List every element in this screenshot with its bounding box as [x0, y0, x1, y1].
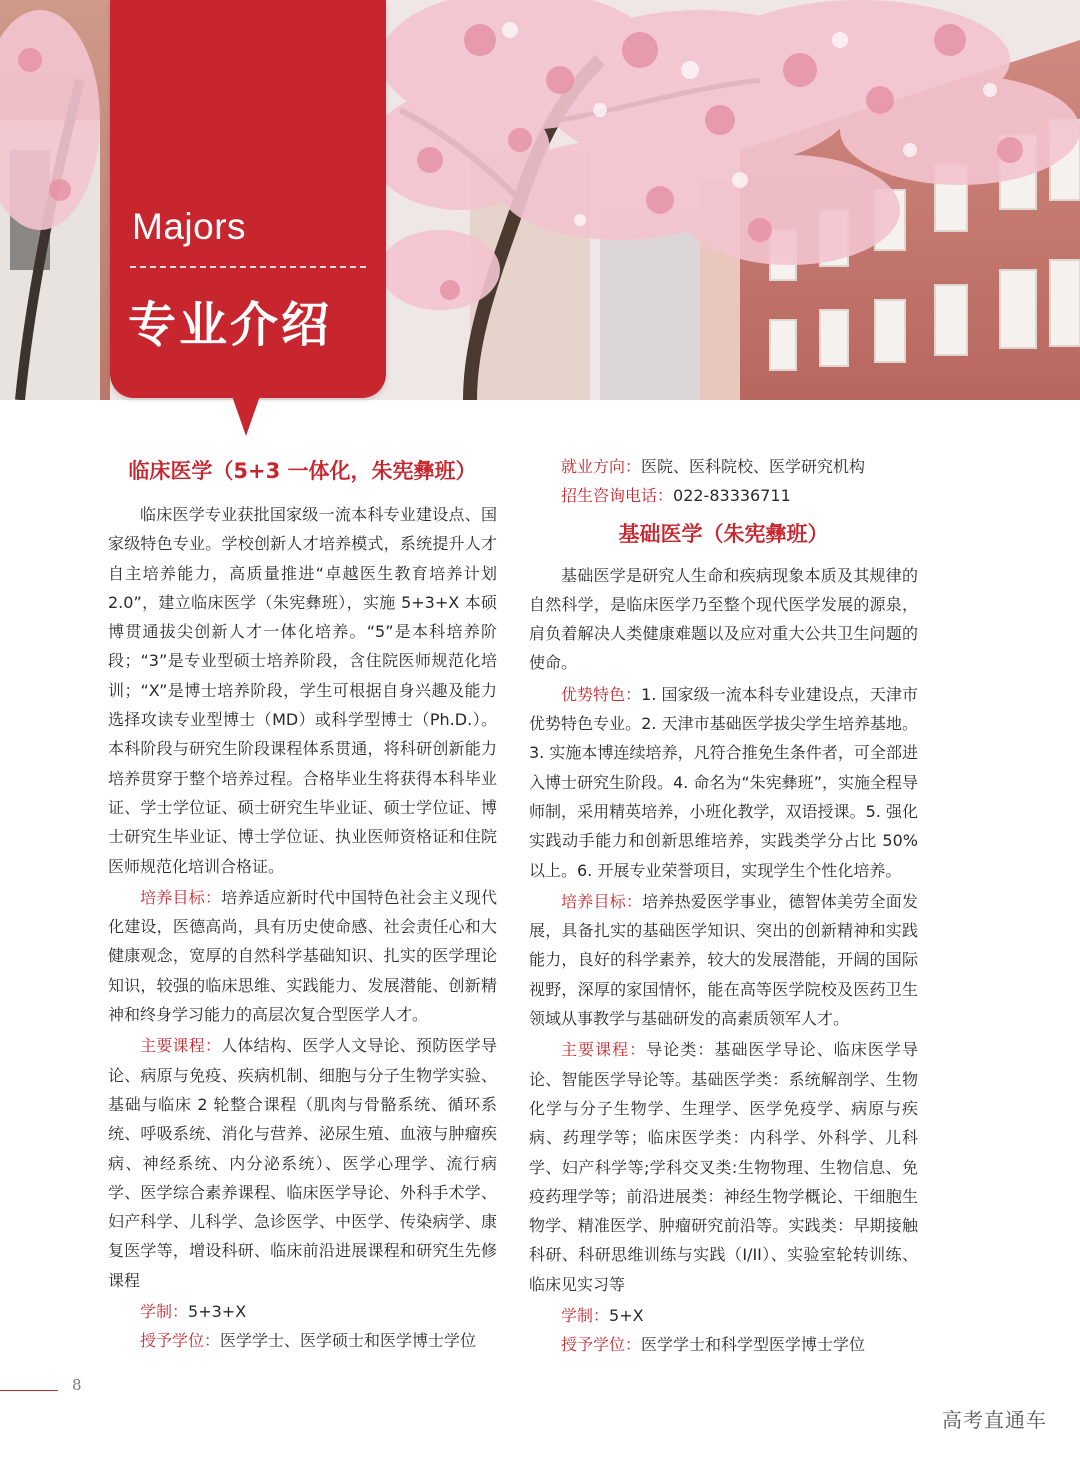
- career-text: 医院、医科院校、医学研究机构: [641, 457, 866, 476]
- clinical-courses-label: 主要课程：: [140, 1036, 222, 1056]
- clinical-medicine-title: 临床医学（5+3 一体化，朱宪彝班）: [128, 459, 477, 483]
- clinical-phone: [529, 481, 918, 510]
- basic-goal-label: 培养目标：: [561, 891, 643, 911]
- basic-duration: [529, 1301, 918, 1330]
- basic-feature-text: 1. 国家级一流本科专业建设点，天津市优势特色专业。2. 天津市基础医学拔尖学生培养基地。3. 实施本博连续培养，凡符合推免生条件者，可全部进入博士研究生阶段。4. 命名为“朱宪彝班”，实施全程导师制，采用精英培养，小班化教学，双语授课。5. 强化实践动手能力和创新思维培养，实践类学分占比 50% 以上。6. 开展专业荣誉项目，实现学生个性化培养。: [529, 684, 918, 880]
- title-divider: [130, 266, 366, 268]
- basic-courses-text: 导论类：基础医学导论、临床医学导论、智能医学导论等。基础医学类：系统解剖学、生物化学与分子生物学、生理学、医学免疫学、病原与疾病、药理学等；临床医学类：内科学、外科学、儿科学、妇产科学等;学科交叉类:生物物理、生物信息、免疫药理学等；前沿进展类：神经生物学概论、干细胞生物学、精准医学、肿瘤研究前沿等。实践类：早期接触科研、科研思维训练与实践（I/II）、实验室轮转训练、临床见实习等: [529, 1040, 918, 1294]
- clinical-courses-text: 人体结构、医学人文导论、预防医学导论、病原与免疫、疾病机制、细胞与分子生物学实验、基础与临床 2 轮整合课程（肌肉与骨骼系统、循环系统、呼吸系统、消化与营养、泌尿生殖、血液与肿瘤疾病、神经系统、内分泌系统）、医学心理学、流行病学、医学综合素养课程、临床医学导论、外科手术学、妇产科学、儿科学、急诊医学、中医学、传染病学、康复医学等，增设科研、临床前沿进展课程和研究生先修课程: [108, 1036, 497, 1290]
- clinical-goal-label: 培养目标：: [140, 887, 222, 907]
- clinical-degree-label: 授予学位：: [140, 1331, 221, 1351]
- basic-duration-text: 5+X: [609, 1306, 644, 1326]
- title-pointer-arrow: [232, 396, 260, 436]
- title-english: Majors: [132, 206, 247, 247]
- section-title-block: [110, 0, 386, 398]
- clinical-intro: 临床医学专业获批国家级一流本科专业建设点、国家级特色专业。学校创新人才培养模式，系统提升人才自主培养能力，高质量推进“卓越医生教育培养计划 2.0”，建立临床医学（朱宪彝班），实施 5+3+X 本硕博贯通拔尖创新人才一体化培养。“5”是本科培养阶段；“3”是专业型硕士培养阶段，含住院医师规范化培训；“X”是博士培养阶段，学生可根据自身兴趣及能力选择攻读专业型博士（MD）或科学型博士（Ph.D.）。本科阶段与研究生阶段课程体系贯通，将科研创新能力培养贯穿于整个培养过程。合格毕业生将获得本科毕业证、学士学位证、硕士研究生毕业证、硕士学位证、博士研究生毕业证、博士学位证、执业医师资格证和住院医师规范化培训合格证。: [108, 505, 497, 876]
- career-label: 就业方向：: [561, 457, 642, 476]
- clinical-goal: [108, 883, 497, 1029]
- left-column: [108, 500, 497, 1356]
- basic-goal-text: 培养热爱医学事业，德智体美劳全面发展，具备扎实的基础医学知识、突出的创新精神和实践能力，良好的科学素养，较大的发展潜能，开阔的国际视野，深厚的家国情怀，能在高等医学院校及医药卫生领域从事教学与基础研发的高素质领军人才。: [529, 891, 918, 1029]
- basic-courses: [529, 1035, 918, 1299]
- basic-feature-label: 优势特色：: [561, 684, 642, 704]
- basic-intro: 基础医学是研究人生命和疾病现象本质及其规律的自然科学，是临床医学乃至整个现代医学发展的源泉，肩负着解决人类健康难题以及应对重大公共卫生问题的使命。: [529, 565, 918, 673]
- clinical-duration-label: 学制：: [140, 1302, 189, 1322]
- page-number: 8: [72, 1376, 82, 1394]
- clinical-degree: [108, 1326, 497, 1355]
- clinical-duration: [108, 1297, 497, 1326]
- watermark-text: 高考直通车: [942, 1408, 1047, 1432]
- phone-text: 022-83336711: [673, 486, 791, 506]
- basic-feature: [529, 680, 918, 885]
- clinical-degree-text: 医学学士、医学硕士和医学博士学位: [220, 1331, 477, 1351]
- clinical-goal-text: 培养适应新时代中国特色社会主义现代化建设，医德高尚，具有历史使命感、社会责任心和大健康观念，宽厚的自然科学基础知识、扎实的医学理论知识，较强的临床思维、实践能力、发展潜能、创新精神和终身学习能力的高层次复合型医学人才。: [108, 887, 497, 1025]
- basic-degree: [529, 1330, 918, 1359]
- basic-goal: [529, 887, 918, 1033]
- basic-degree-label: 授予学位：: [561, 1335, 642, 1355]
- clinical-courses: [108, 1031, 497, 1295]
- footer-rule: [0, 1390, 58, 1391]
- phone-label: 招生咨询电话：: [561, 486, 674, 506]
- title-chinese: 专业介绍: [128, 297, 333, 353]
- clinical-duration-text: 5+3+X: [188, 1302, 247, 1322]
- basic-degree-text: 医学学士和科学型医学博士学位: [641, 1335, 866, 1355]
- clinical-career: [529, 452, 918, 481]
- right-column: [529, 452, 918, 1360]
- basic-medicine-title: 基础医学（朱宪彝班）: [618, 521, 829, 546]
- basic-duration-label: 学制：: [561, 1306, 610, 1326]
- basic-courses-label: 主要课程：: [561, 1040, 647, 1060]
